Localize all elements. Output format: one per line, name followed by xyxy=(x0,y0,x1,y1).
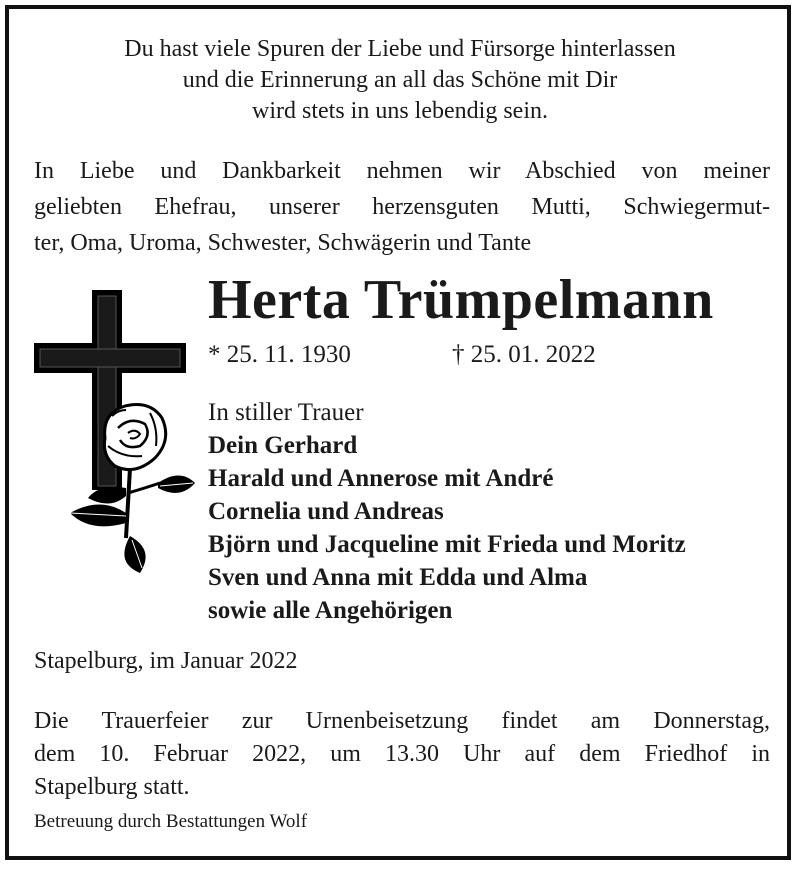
cross-rose-emblem xyxy=(30,288,200,578)
service-line: Die Trauerfeier zur Urnenbeisetzung findet am Donnerstag, xyxy=(34,708,770,734)
mourner-name: sowie alle Angehörigen xyxy=(208,597,453,624)
mourners-list xyxy=(208,396,686,627)
deceased-name: Herta Trümpelmann xyxy=(208,269,714,331)
intro-line: geliebten Ehefrau, unserer herzensguten Mutti, Schwiegermut- xyxy=(34,194,770,220)
mourner-name: Cornelia und Andreas xyxy=(208,498,444,525)
birth-date: * 25. 11. 1930 xyxy=(208,341,351,368)
motto-line: und die Erinnerung an all das Schöne mit Dir xyxy=(182,67,618,93)
intro-line: ter, Oma, Uroma, Schwester, Schwägerin und Tante xyxy=(34,230,532,256)
intro-line: In Liebe und Dankbarkeit nehmen wir Abschied von meiner xyxy=(34,158,770,184)
rose-icon xyxy=(70,405,195,574)
intro-paragraph xyxy=(34,153,770,261)
motto-line: Du hast viele Spuren der Liebe und Fürsorge hinterlassen xyxy=(124,36,676,62)
place-date: Stapelburg, im Januar 2022 xyxy=(34,648,298,674)
mourner-name: Björn und Jacqueline mit Frieda und Moritz xyxy=(208,531,686,558)
mourner-name: Harald und Annerose mit André xyxy=(208,465,554,492)
mourning-intro: In stiller Trauer xyxy=(208,399,364,426)
service-line: Stapelburg statt. xyxy=(34,774,190,800)
death-date: † 25. 01. 2022 xyxy=(452,341,596,368)
service-announcement xyxy=(34,705,770,804)
undertaker-credit: Betreuung durch Bestattungen Wolf xyxy=(34,811,308,832)
service-line: dem 10. Februar 2022, um 13.30 Uhr auf dem Friedhof in xyxy=(34,741,770,767)
mourner-name: Dein Gerhard xyxy=(208,432,358,459)
mourner-name: Sven und Anna mit Edda und Alma xyxy=(208,564,588,591)
motto-line: wird stets in uns lebendig sein. xyxy=(252,98,548,124)
motto-verse xyxy=(30,34,770,127)
